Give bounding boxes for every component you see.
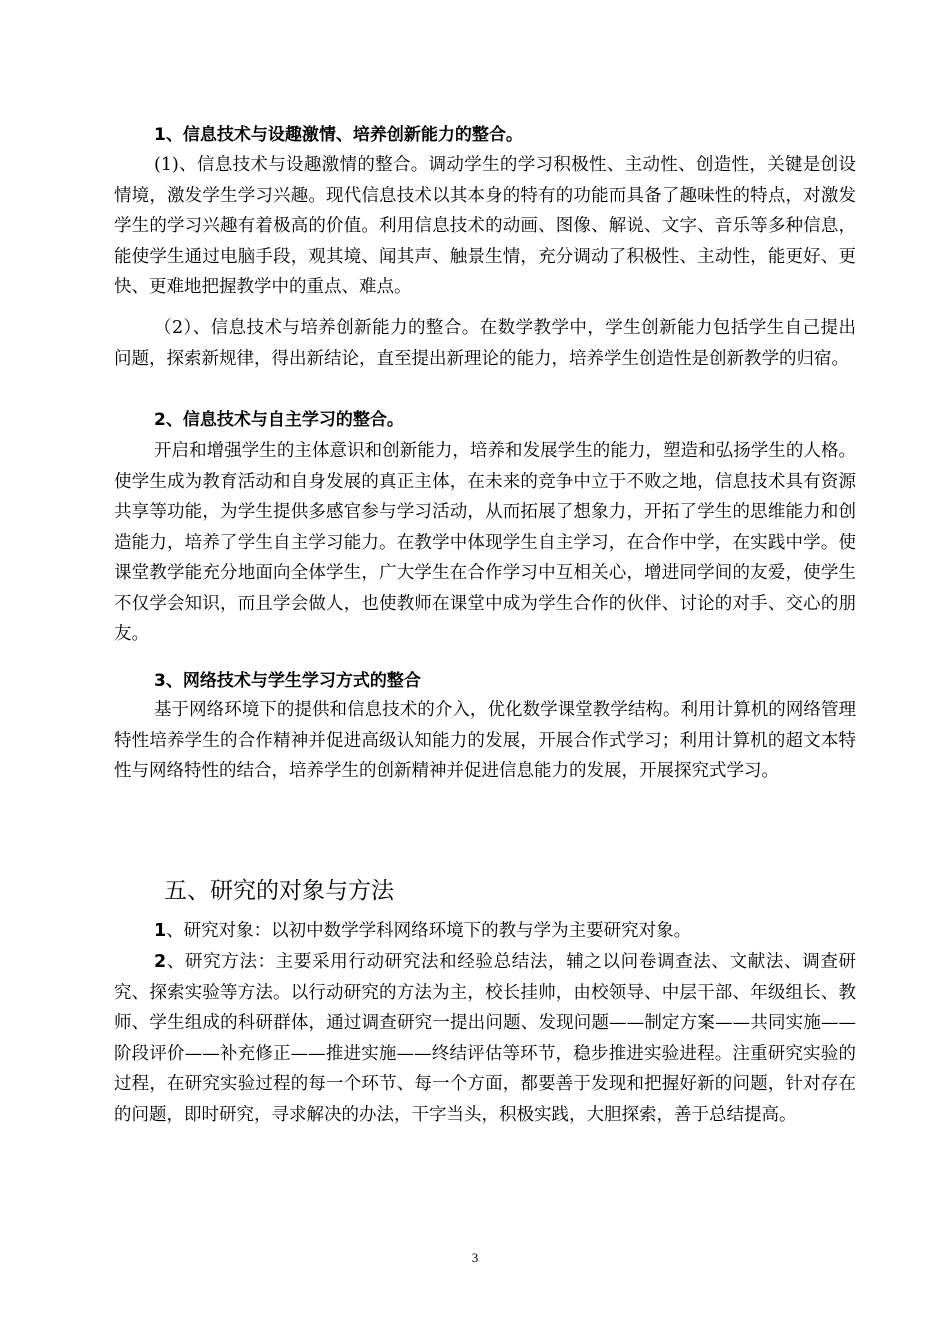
paragraph-1: (1)、信息技术与设趣激情的整合。调动学生的学习积极性、主动性、创造性，关键是创设情境，激发学生学习兴趣。现代信息技术以其本身的特有的功能而具备了趣味性的特点，对激发学生的学习兴趣有着极高的价值。利用信息技术的动画、图像、解说、文字、音乐等多种信息，能使学生通过电脑手段，观其境、闻其声、触景生情，充分调动了积极性、主动性，能更好、更快、更难地把握教学中的重点、难点。 bbox=[114, 155, 856, 297]
item-text: 、研究方法：主要采用行动研究法和经验总结法，辅之以问卷调查法、文献法、调查研究、探索实验等方法。以行动研究的方法为主，校长挂帅，由校领导、中层干部、年级组长、教师、学生组成的科研群体，通过调查研究一提出问题、发现问题——制定方案——共同实施——阶段评价——补充修正——推进实施——终结评估等环节，稳步推进实验进程。注重研究实验的过程，在研究实验过程的每一个环节、每一个方面，都要善于发现和把握好新的问题，针对存在的问题，即时研究，寻求解决的办法，干字当头，积极实践，大胆探索，善于总结提高。 bbox=[114, 952, 856, 1125]
research-method-item bbox=[114, 947, 856, 1130]
page-number: 3 bbox=[471, 1250, 479, 1265]
heading-2: 2、信息技术与自主学习的整合。 bbox=[154, 410, 404, 430]
research-object-item bbox=[114, 916, 856, 947]
section-title: 五、研究的对象与方法 bbox=[164, 878, 394, 904]
paragraph-4: 基于网络环境下的提供和信息技术的介入，优化数学课堂教学结构。利用计算机的网络管理特性培养学生的合作精神并促进高级认知能力的发展，开展合作式学习；利用计算机的超文本特性与网络特性的结合，培养学生的创新精神并促进信息能力的发展，开展探究式学习。 bbox=[114, 700, 856, 781]
heading-1: 1、信息技术与设趣激情、培养创新能力的整合。 bbox=[154, 125, 523, 145]
item-text: 、研究对象：以初中数学学科网络环境下的教与学为主要研究对象。 bbox=[166, 921, 692, 941]
item-number: 2 bbox=[154, 952, 167, 972]
paragraph-3: 开启和增强学生的主体意识和创新能力，培养和发展学生的能力，塑造和弘扬学生的人格。使学生成为教育活动和自身发展的真正主体，在未来的竞争中立于不败之地，信息技术具有资源共享等功能，为学生提供多感官参与学习活动，从而拓展了想象力，开拓了学生的思维能力和创造能力，培养了学生自主学习能力。在教学中体现学生自主学习，在合作中学，在实践中学。使课堂教学能充分地面向全体学生，广大学生在合作学习中互相关心，增进同学间的友爱，使学生不仅学会知识，而且学会做人，也使教师在课堂中成为学生合作的伙伴、讨论的对手、交心的朋友。 bbox=[114, 441, 856, 644]
item-number: 1 bbox=[154, 921, 167, 941]
heading-3: 3、网络技术与学生学习方式的整合 bbox=[154, 671, 421, 691]
paragraph-2: （2）、信息技术与培养创新能力的整合。在数学教学中，学生创新能力包括学生自己提出问题，探索新规律，得出新结论，直至提出新理论的能力，培养学生创造性是创新教学的归宿。 bbox=[114, 318, 856, 369]
